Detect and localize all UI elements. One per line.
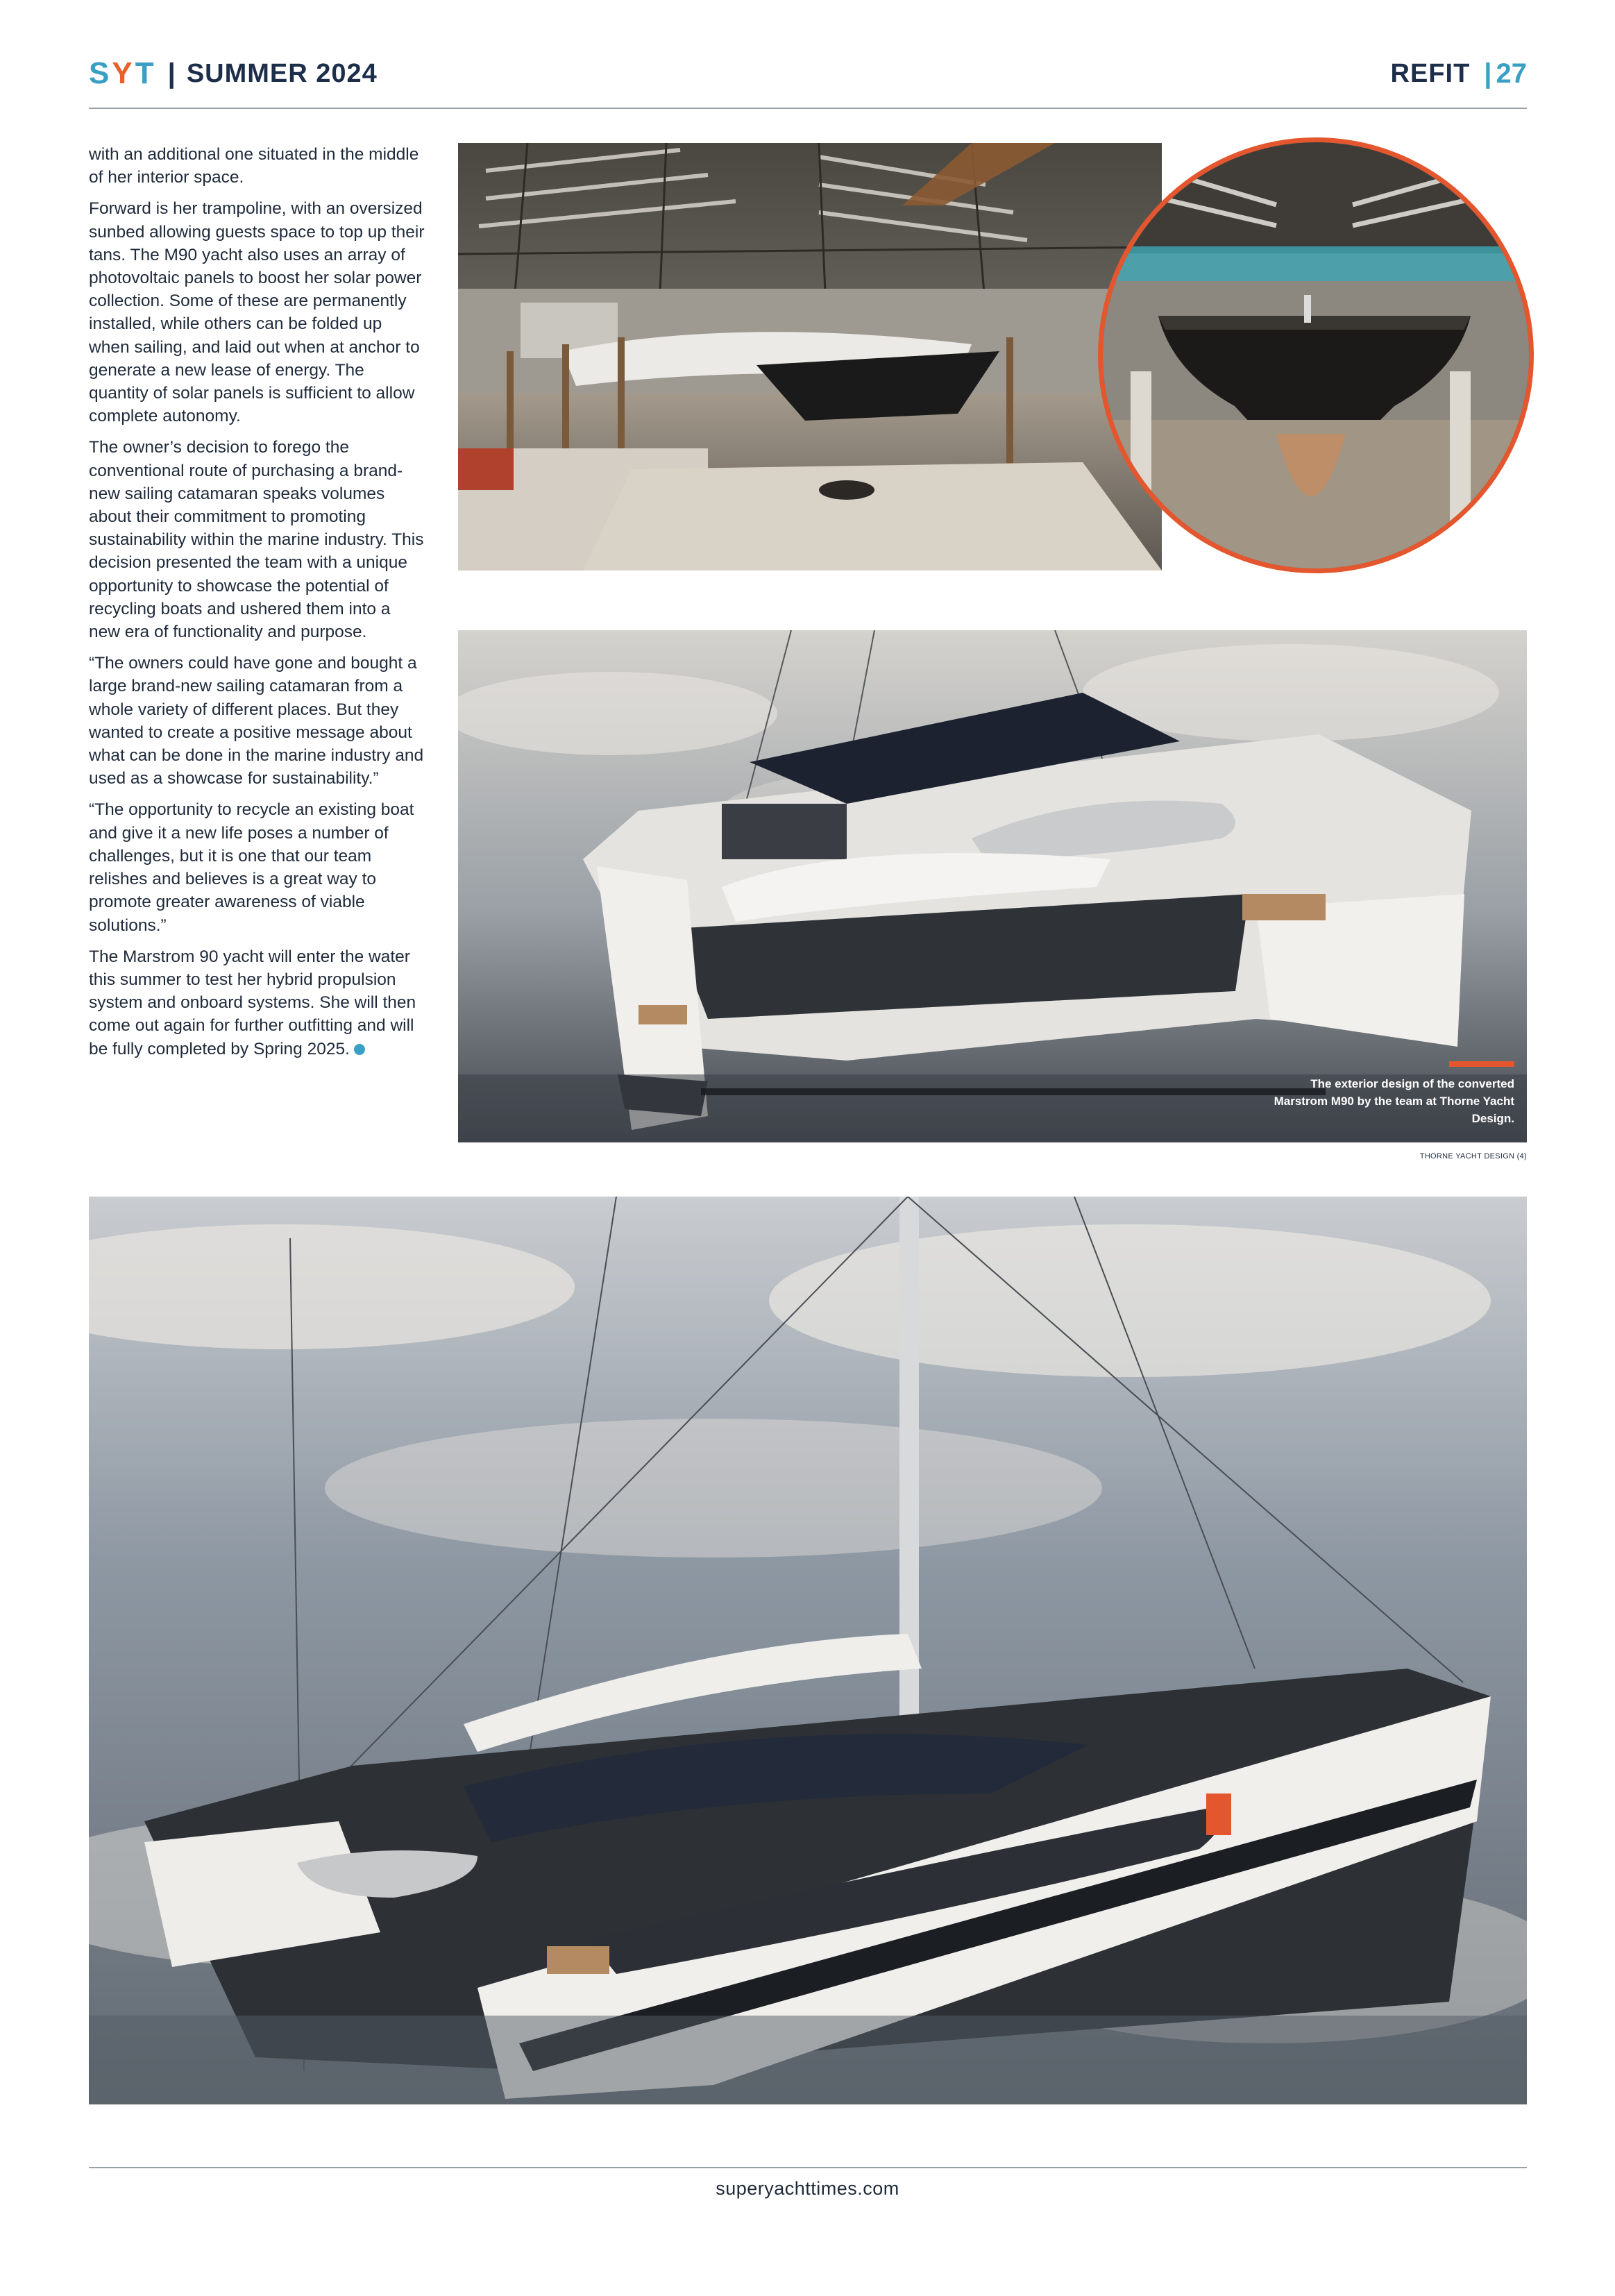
photo-credit: THORNE YACHT DESIGN (4) [1419, 1152, 1527, 1160]
section-label: REFIT [1390, 58, 1471, 88]
issue-label: SUMMER 2024 [186, 58, 378, 88]
page-header [89, 54, 1527, 93]
article-paragraph: The owner’s decision to forego the conventional route of purchasing a brand-new sailing catamaran speaks volumes about their commitment to promoting sustainability within the marine industry. This decision presented the team with a unique opportunity to showcase the potential of recycling boats and ushered them into a new era of functionality and purpose. [89, 438, 424, 642]
article-paragraph-text: The Marstrom 90 yacht will enter the water this summer to test her hybrid propulsion system and onboard systems. She will then come out again for further outfitting and will be fully completed by Spring 2025. [89, 947, 416, 1058]
caption-accent-line [1449, 1061, 1514, 1067]
exterior-render-photo [458, 630, 1527, 1142]
hull-illustration [1103, 142, 1529, 568]
header-left [89, 56, 378, 91]
syt-logo[interactable] [89, 56, 157, 91]
footer-rule [89, 2167, 1527, 2168]
shipyard-illustration [458, 143, 1162, 571]
page-number-separator: | [1484, 58, 1492, 89]
header-rule [89, 108, 1527, 109]
caption-block [1265, 1061, 1514, 1127]
page-number-value: 27 [1496, 58, 1527, 89]
hull-inset-photo [1098, 137, 1534, 573]
article-paragraph: “The opportunity to recycle an existing boat and give it a new life poses a number of challenges, but it is one that our team relishes and believes is a great way to promote greater awareness of viable solutions.” [89, 800, 414, 935]
page-number [1484, 58, 1527, 90]
article-paragraph: with an additional one situated in the middle of her interior space. [89, 145, 419, 187]
end-of-article-dot [354, 1044, 365, 1055]
logo-letter-t: T [135, 56, 157, 90]
logo-letter-s: S [89, 56, 112, 90]
catamaran-aerial-illustration [89, 1197, 1527, 2104]
article-paragraph-last [89, 945, 426, 1061]
shipyard-photo [458, 143, 1162, 571]
article-paragraph: Forward is her trampoline, with an oversized sunbed allowing guests space to top up their tans. The M90 yacht also uses an array of photovoltaic panels to boost her solar power collection. Some of these are permanently installed, while others can be folded up when sailing, and laid out when at anchor to generate a new lease of energy. The quantity of solar panels is sufficient to allow complete autonomy. [89, 199, 425, 426]
image-caption: The exterior design of the converted Marstrom M90 by the team at Thorne Yacht Design. [1274, 1077, 1514, 1125]
aerial-render-photo [89, 1197, 1527, 2104]
article-paragraph: “The owners could have gone and bought a large brand-new sailing catamaran from a whole variety of different places. But they wanted to create a positive message about what can be done in the marine industry and used as a showcase for sustainability.” [89, 654, 424, 788]
footer-url[interactable]: superyachttimes.com [716, 2178, 899, 2199]
article-text-column [89, 143, 426, 1069]
header-separator: | [167, 58, 176, 89]
logo-letter-y: Y [112, 56, 135, 90]
header-right [1391, 58, 1527, 90]
